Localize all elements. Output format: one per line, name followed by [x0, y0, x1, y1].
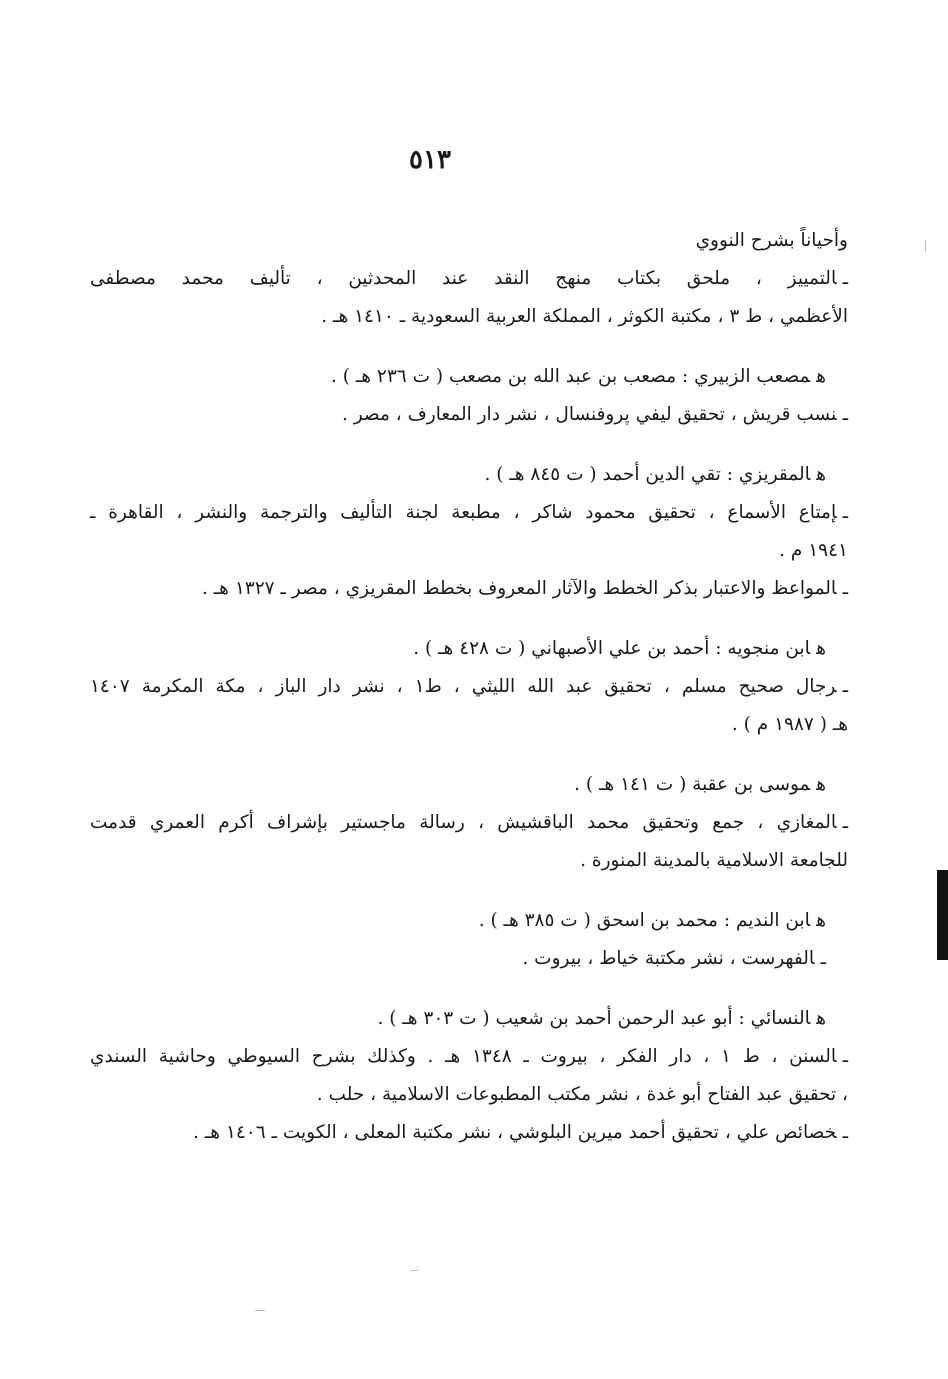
- reference-line: ـالسنن ، ط ١ ، دار الفكر ، بيروت ـ ١٣٤٨ هـ . وكذلك بشرح السيوطي وحاشية السندي: [90, 1046, 848, 1067]
- scan-speck: [410, 1270, 418, 1271]
- reference-line: ـرجال صحيح مسلم ، تحقيق عبد الله الليثي ، ط١ ، نشر دار الباز ، مكة المكرمة ١٤٠٧: [90, 676, 849, 697]
- author-heading: هموسى بن عقبة ( ت ١٤١ هـ ) .: [574, 774, 826, 795]
- continued-line: وأحياناً بشرح النووي: [695, 230, 848, 251]
- bibliography-entry: [90, 766, 848, 880]
- dash-mark: ـ: [842, 404, 848, 425]
- reference-line: ـإمتاع الأسماع ، تحقيق محمود شاكر ، مطبعة لجنة التأليف والترجمة والنشر ، القاهرة ـ: [90, 502, 848, 523]
- scan-speck: [255, 1310, 265, 1311]
- author-heading: هابن منجويه : أحمد بن علي الأصبهاني ( ت ٤٢٨ هـ ) .: [413, 638, 826, 659]
- bibliography-entry: [90, 902, 848, 978]
- bullet-icon: ه: [816, 910, 826, 931]
- dash-mark: ـ: [842, 578, 848, 599]
- bullet-icon: ه: [816, 774, 826, 795]
- dash-mark: ـ: [842, 502, 848, 523]
- bullet-icon: ه: [816, 464, 826, 485]
- reference-line: ـالمواعظ والاعتبار بذكر الخطط والآثار المعروف بخطط المقريزي ، مصر ـ ١٣٢٧ هـ .: [202, 578, 848, 599]
- bibliography-entry: [90, 630, 848, 744]
- bibliography-entry: [90, 456, 848, 608]
- dash-mark: ـ: [842, 1122, 848, 1143]
- reference-line-continued: ١٩٤١ م .: [779, 540, 848, 561]
- continued-entry: [90, 222, 848, 336]
- author-heading: هالنسائي : أبو عبد الرحمن أحمد بن شعيب ( ت ٣٠٣ هـ ) .: [377, 1008, 826, 1029]
- reference-line: ـالمغازي ، جمع وتحقيق محمد الباقشيش ، رسالة ماجستير بإشراف أكرم العمري قدمت: [90, 812, 848, 833]
- reference-line: ـنسب قريش ، تحقيق ليفي پروفنسال ، نشر دار المعارف ، مصر .: [341, 404, 848, 425]
- reference-line: ـخصائص علي ، تحقيق أحمد ميرين البلوشي ، نشر مكتبة المعلى ، الكويت ـ ١٤٠٦ هـ .: [193, 1122, 848, 1143]
- dash-mark: ـ: [820, 948, 826, 969]
- scan-speck: [925, 240, 926, 252]
- reference-line-continued: ، تحقيق عبد الفتاح أبو غدة ، نشر مكتب المطبوعات الاسلامية ، حلب .: [316, 1084, 848, 1105]
- page-number: ٥١٣: [409, 145, 451, 175]
- reference-line: الأعظمي ، ط ٣ ، مكتبة الكوثر ، المملكة العربية السعودية ـ ١٤١٠ هـ .: [321, 306, 848, 327]
- bullet-icon: ه: [816, 366, 826, 387]
- bullet-icon: ه: [816, 638, 826, 659]
- dash-mark: ـ: [842, 676, 849, 697]
- reference-line: ـالفهرست ، نشر مكتبة خياط ، بيروت .: [522, 948, 826, 969]
- dash-mark: ـ: [842, 812, 848, 833]
- bullet-icon: ه: [816, 1008, 826, 1029]
- reference-line-continued: للجامعة الاسلامية بالمدينة المنورة .: [580, 850, 848, 871]
- page-edge-mark: [937, 870, 948, 960]
- bibliography-content: [90, 222, 848, 1152]
- reference-line-continued: هـ ( ١٩٨٧ م ) .: [731, 714, 848, 735]
- bibliography-entry: [90, 1000, 848, 1152]
- author-heading: هابن النديم : محمد بن اسحق ( ت ٣٨٥ هـ ) .: [478, 910, 826, 931]
- bibliography-entry: [90, 358, 848, 434]
- author-heading: همصعب الزبيري : مصعب بن عبد الله بن مصعب ( ت ٢٣٦ هـ ) .: [331, 366, 826, 387]
- dash-mark: ـ: [842, 268, 848, 289]
- dash-mark: ـ: [842, 1046, 848, 1067]
- author-heading: هالمقريزي : تقي الدين أحمد ( ت ٨٤٥ هـ ) .: [484, 464, 826, 485]
- reference-line: ـالتمييز ، ملحق بكتاب منهج النقد عند المحدثين ، تأليف محمد مصطفى: [90, 268, 848, 289]
